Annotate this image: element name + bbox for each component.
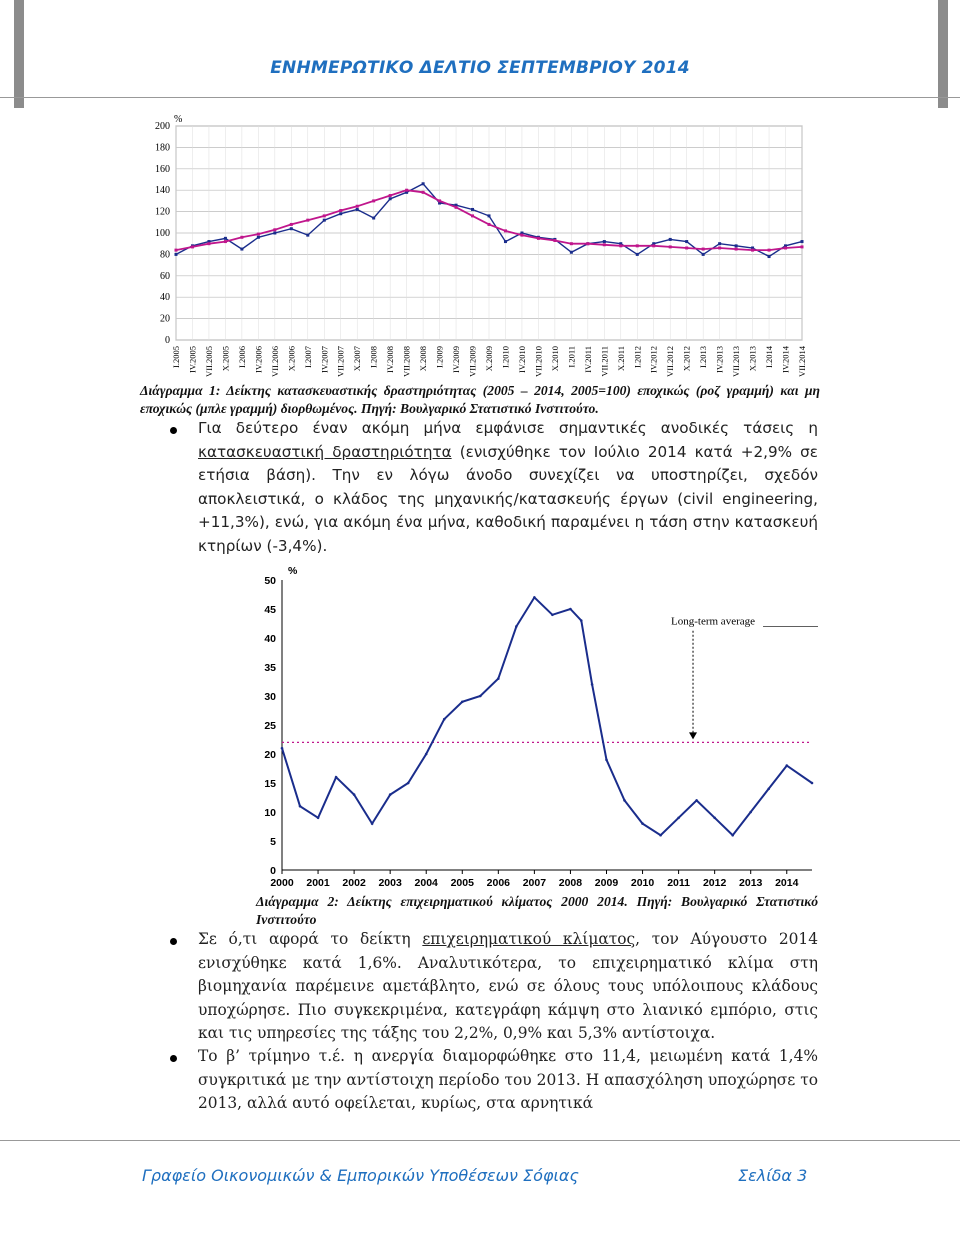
chart1-xtick-label: I.2007 bbox=[302, 346, 313, 368]
chart2-point bbox=[659, 834, 662, 837]
chart1-point bbox=[768, 255, 771, 258]
chart1-ytick-label: 140 bbox=[155, 185, 170, 197]
chart1-point bbox=[735, 248, 738, 251]
chart1-point bbox=[422, 182, 425, 185]
chart1-point bbox=[504, 240, 507, 243]
chart2-point bbox=[299, 805, 302, 808]
chart1-xtick-label: VII.2012 bbox=[665, 346, 676, 377]
chart1-ylabel: % bbox=[174, 114, 183, 125]
header-right-bar bbox=[938, 0, 948, 108]
chart1-point bbox=[570, 242, 573, 245]
chart2-ytick-label: 45 bbox=[264, 604, 276, 616]
chart1-xtick-label: X.2007 bbox=[352, 346, 363, 372]
chart1-point bbox=[685, 246, 688, 249]
chart1-ytick-label: 0 bbox=[165, 335, 170, 346]
chart2-point bbox=[533, 596, 536, 599]
chart2-point bbox=[281, 747, 284, 750]
chart1-point bbox=[290, 227, 293, 230]
chart1-xtick-label: VII.2006 bbox=[269, 346, 280, 377]
chart1-xtick-label: X.2012 bbox=[681, 346, 692, 372]
chart1-point bbox=[669, 238, 672, 241]
chart2-point bbox=[677, 817, 680, 820]
chart1-xtick-label: I.2009 bbox=[434, 346, 445, 368]
page-header-title: ΕΝΗΜΕΡΩΤΙΚΟ ΔΕΛΤΙΟ ΣΕΠΤΕΜΒΡΙΟΥ 2014 bbox=[270, 58, 690, 78]
chart1-point bbox=[240, 248, 243, 251]
bullet-3 bbox=[170, 1055, 177, 1062]
chart1-xtick-label: I.2014 bbox=[764, 346, 775, 368]
chart1-xtick-label: X.2011 bbox=[615, 346, 626, 371]
header-divider bbox=[0, 97, 960, 98]
p1-rest: (ενισχύθηκε τον Ιούλιο 2014 κατά +2,9% σε ετήσια βάση). Την εν λόγω άνοδο συνεχίζει να υποστηρίζει, σχεδόν αποκλειστικά, ο κλάδος της μηχανικής/κατασκευής έργων (civil engineering, +11,3%), ενώ, για ακόμη ένα μήνα, καθοδική παραμένει η τάση στην κατασκευή κτηρίων (-3,4%). bbox=[198, 442, 818, 555]
chart1-xtick-label: I.2013 bbox=[698, 346, 709, 368]
chart2-ytick-label: 40 bbox=[264, 633, 276, 645]
chart1-point bbox=[652, 244, 655, 247]
chart1-xtick-label: IV.2007 bbox=[319, 346, 330, 373]
chart1-point bbox=[801, 240, 804, 243]
chart1-point bbox=[372, 199, 375, 202]
chart2-xtick-label: 2012 bbox=[702, 877, 727, 889]
chart1-xtick-label: X.2008 bbox=[418, 346, 429, 372]
chart2-point bbox=[580, 619, 583, 622]
chart2-caption: Διάγραμμα 2: Δείκτης επιχειρηματικού κλίματος 2000 2014. Πηγή: Βουλγαρικό Στατιστικό Ινστιτούτο bbox=[256, 894, 818, 927]
chart1-point bbox=[339, 209, 342, 212]
chart2-annotation-arrow-head bbox=[689, 732, 697, 739]
chart1-point bbox=[669, 245, 672, 248]
chart2-point bbox=[479, 695, 482, 698]
bullet-1 bbox=[170, 427, 177, 434]
chart2-xtick-label: 2008 bbox=[558, 877, 583, 889]
chart2-xtick-label: 2001 bbox=[306, 877, 330, 889]
chart2-ytick-label: 50 bbox=[264, 575, 276, 587]
chart2-xtick-label: 2013 bbox=[739, 877, 763, 889]
chart1-point bbox=[339, 212, 342, 215]
chart1-xtick-label: VII.2013 bbox=[731, 346, 742, 377]
chart1-point bbox=[257, 233, 260, 236]
chart1-point bbox=[191, 245, 194, 248]
chart1-xtick-label: IV.2009 bbox=[451, 346, 462, 373]
chart1-ytick-label: 80 bbox=[160, 249, 170, 261]
chart2-xtick-label: 2009 bbox=[594, 877, 619, 889]
chart2-point bbox=[641, 822, 644, 825]
chart1-point bbox=[356, 208, 359, 211]
chart2-point bbox=[731, 834, 734, 837]
chart1-point bbox=[224, 240, 227, 243]
chart1-point bbox=[422, 191, 425, 194]
chart1-point bbox=[718, 246, 721, 249]
chart1-xtick-label: I.2012 bbox=[632, 346, 643, 368]
chart1-xtick-label: VII.2011 bbox=[599, 346, 610, 377]
paragraph-unemployment: Το β’ τρίμηνο τ.έ. η ανεργία διαμορφώθηκε στο 11,4, μειωμένη κατά 1,4% συγκριτικά με την αντίστοιχη περίοδο του 2013. Η απασχόληση υποχώρησε το 2013, αλλά αυτό οφείλεται, κυρίως, στα αρνητικά bbox=[198, 1047, 818, 1112]
chart1-point bbox=[751, 249, 754, 252]
footer-divider bbox=[0, 1140, 960, 1141]
chart1-point bbox=[553, 239, 556, 242]
chart1-xtick-label: VII.2007 bbox=[335, 346, 346, 377]
chart2-ytick-label: 30 bbox=[264, 691, 276, 703]
p2-start: Σε ό,τι αφορά το δείκτη bbox=[198, 930, 423, 948]
chart1-xtick-label: IV.2014 bbox=[780, 346, 791, 373]
chart1-point bbox=[438, 199, 441, 202]
chart2-point bbox=[389, 793, 392, 796]
chart1-point bbox=[306, 219, 309, 222]
chart1-point bbox=[735, 244, 738, 247]
chart2-ytick-label: 20 bbox=[264, 749, 276, 761]
chart1-xtick-label: IV.2006 bbox=[253, 346, 264, 373]
construction-index-chart bbox=[140, 112, 820, 382]
chart1-point bbox=[273, 228, 276, 231]
chart2-point bbox=[767, 788, 770, 791]
chart1-point bbox=[520, 234, 523, 237]
chart1-caption: Διάγραμμα 1: Δείκτης κατασκευαστικής δραστηριότητας (2005 – 2014, 2005=100) εποχικώς (ροζ γραμμή) και μη εποχικώς (μπλε γραμμή) διορθωμένος. Πηγή: Βουλγαρικό Στατιστικό Ινστιτούτο. bbox=[140, 383, 820, 416]
chart1-point bbox=[603, 243, 606, 246]
chart2-point bbox=[407, 782, 410, 785]
chart2-point bbox=[591, 683, 594, 686]
chart1-point bbox=[356, 205, 359, 208]
chart2-ytick-label: 5 bbox=[270, 836, 276, 848]
p2-rest: , τον Αύγουστο 2014 ενισχύθηκε κατά 1,6%. Αναλυτικότερα, το επιχειρηματικό κλίμα στη βιομηχανία παρέμεινε αμετάβλητο, ενώ σε όλους τους υπόλοιπους κλάδους υποχώρησε. Πιο συγκεκριμένα, κατεγράφη κάμψη στο λιανικό εμπόριο, στις και τις υπηρεσίες της τάξης του 2,2%, 0,9% και 5,3% αντίστοιχα. bbox=[198, 930, 818, 1042]
chart1-xtick-label: I.2011 bbox=[566, 346, 577, 368]
chart2-point bbox=[335, 776, 338, 779]
chart2-point bbox=[461, 701, 464, 704]
chart1-point bbox=[372, 217, 375, 220]
chart1-point bbox=[768, 249, 771, 252]
chart1-point bbox=[685, 240, 688, 243]
chart1-point bbox=[702, 248, 705, 251]
chart2-point bbox=[623, 799, 626, 802]
chart1-point bbox=[224, 237, 227, 240]
chart2-point bbox=[353, 793, 356, 796]
chart1-xtick-label: X.2010 bbox=[549, 346, 560, 372]
chart2-point bbox=[713, 817, 716, 820]
chart2-point bbox=[695, 799, 698, 802]
chart1-point bbox=[323, 219, 326, 222]
chart1-point bbox=[405, 189, 408, 192]
chart2-ytick-label: 0 bbox=[270, 865, 276, 877]
chart2-xtick-label: 2014 bbox=[775, 877, 799, 889]
chart2-ylabel: % bbox=[288, 565, 298, 577]
chart2-annotation-long-term-average: Long-term average bbox=[671, 615, 756, 628]
chart2-ytick-label: 10 bbox=[264, 807, 276, 819]
chart2-xtick-label: 2005 bbox=[450, 877, 474, 889]
chart1-xtick-label: I.2008 bbox=[368, 346, 379, 368]
chart1-xtick-label: VII.2009 bbox=[467, 346, 478, 377]
chart1-point bbox=[257, 236, 260, 239]
chart1-ytick-label: 100 bbox=[155, 228, 170, 239]
chart2-xtick-label: 2006 bbox=[486, 877, 511, 889]
chart1-xtick-label: X.2006 bbox=[286, 346, 297, 372]
chart2-xtick-label: 2002 bbox=[342, 877, 366, 889]
chart1-ytick-label: 40 bbox=[160, 292, 170, 304]
chart1-xtick-label: I.2006 bbox=[236, 346, 247, 368]
chart2-point bbox=[785, 764, 788, 767]
chart2-point bbox=[811, 782, 814, 785]
chart1-point bbox=[702, 253, 705, 256]
chart1-xtick-label: VII.2010 bbox=[533, 346, 544, 377]
chart1-point bbox=[389, 194, 392, 197]
chart1-xtick-label: IV.2012 bbox=[648, 346, 659, 373]
chart1-point bbox=[455, 206, 458, 209]
chart2-point bbox=[749, 811, 752, 814]
chart1-ytick-label: 60 bbox=[160, 270, 170, 282]
chart1-point bbox=[175, 249, 178, 252]
chart1-point bbox=[471, 208, 474, 211]
chart1-point bbox=[801, 245, 804, 248]
footer-office: Γραφείο Οικονομικών & Εμπορικών Υποθέσεων Σόφιας bbox=[142, 1166, 579, 1185]
chart2-series-line bbox=[282, 597, 812, 835]
chart1-point bbox=[290, 223, 293, 226]
chart2-ytick-label: 15 bbox=[264, 778, 276, 790]
chart1-point bbox=[570, 251, 573, 254]
chart1-point bbox=[323, 214, 326, 217]
paragraph-construction bbox=[198, 417, 818, 558]
chart1-xtick-label: X.2009 bbox=[484, 346, 494, 372]
footer-page-number: Σελίδα 3 bbox=[738, 1166, 808, 1185]
chart1-xtick-label: X.2005 bbox=[220, 346, 231, 372]
chart1-point bbox=[636, 253, 639, 256]
chart1-xtick-label: IV.2010 bbox=[516, 346, 527, 373]
chart1-ytick-label: 120 bbox=[155, 206, 170, 218]
chart1-point bbox=[784, 246, 787, 249]
chart1-xtick-label: I.2005 bbox=[171, 346, 181, 368]
chart1-ytick-label: 180 bbox=[155, 142, 170, 154]
chart1-xtick-label: IV.2011 bbox=[582, 346, 593, 373]
chart2-xtick-label: 2004 bbox=[414, 877, 438, 889]
chart2-point bbox=[443, 718, 446, 721]
chart1-ytick-label: 200 bbox=[155, 121, 170, 132]
chart1-xtick-label: VII.2008 bbox=[401, 346, 412, 377]
chart2-xtick-label: 2003 bbox=[378, 877, 402, 889]
chart2-xtick-label: 2011 bbox=[667, 877, 690, 889]
chart1-point bbox=[537, 237, 540, 240]
chart2-point bbox=[551, 614, 554, 617]
business-climate-chart bbox=[252, 562, 818, 892]
chart1-xtick-label: VII.2014 bbox=[797, 346, 807, 377]
chart2-ytick-label: 35 bbox=[264, 662, 276, 674]
chart2-ytick-label: 25 bbox=[264, 720, 276, 732]
chart2-point bbox=[425, 753, 428, 756]
paragraph-business-climate bbox=[198, 928, 818, 1046]
chart1-xtick-label: IV.2005 bbox=[187, 346, 198, 373]
chart2-point bbox=[605, 759, 608, 762]
construction-activity-link[interactable]: κατασκευαστική δραστηριότητα bbox=[198, 442, 452, 461]
chart1-point bbox=[175, 253, 178, 256]
chart1-point bbox=[504, 229, 507, 232]
chart1-xtick-label: X.2013 bbox=[747, 346, 758, 372]
chart1-ytick-label: 20 bbox=[160, 313, 170, 325]
chart1-xtick-label: IV.2008 bbox=[385, 346, 396, 373]
chart1-point bbox=[273, 232, 276, 235]
bullet-2 bbox=[170, 938, 177, 945]
chart1-point bbox=[471, 214, 474, 217]
chart2-point bbox=[371, 822, 374, 825]
p1-line1: Για δεύτερο έναν ακόμη μήνα εμφάνισε σημαντικές ανοδικές τάσεις η bbox=[198, 419, 818, 437]
chart2-point bbox=[317, 817, 320, 820]
chart1-point bbox=[718, 242, 721, 245]
chart1-xtick-label: IV.2013 bbox=[714, 346, 725, 373]
chart1-point bbox=[586, 242, 589, 245]
chart2-xtick-label: 2000 bbox=[270, 877, 294, 889]
chart2-xtick-label: 2010 bbox=[630, 877, 655, 889]
chart1-xtick-label: I.2010 bbox=[500, 346, 511, 368]
chart1-xtick-label: VII.2005 bbox=[203, 346, 214, 377]
chart1-point bbox=[603, 240, 606, 243]
chart1-point bbox=[389, 197, 392, 200]
chart2-point bbox=[497, 677, 500, 680]
chart1-point bbox=[240, 236, 243, 239]
chart1-ytick-label: 160 bbox=[155, 163, 170, 175]
chart2-point bbox=[515, 625, 518, 628]
chart1-point bbox=[306, 234, 309, 237]
chart1-point bbox=[207, 242, 210, 245]
chart2-xtick-label: 2007 bbox=[522, 877, 547, 889]
chart1-point bbox=[488, 223, 491, 226]
chart2-point bbox=[569, 608, 572, 611]
chart1-point bbox=[636, 244, 639, 247]
chart1-point bbox=[488, 214, 491, 217]
business-climate-link[interactable]: επιχειρηματικού κλίματος bbox=[422, 930, 636, 948]
chart1-point bbox=[619, 244, 622, 247]
header-left-bar bbox=[14, 0, 24, 108]
